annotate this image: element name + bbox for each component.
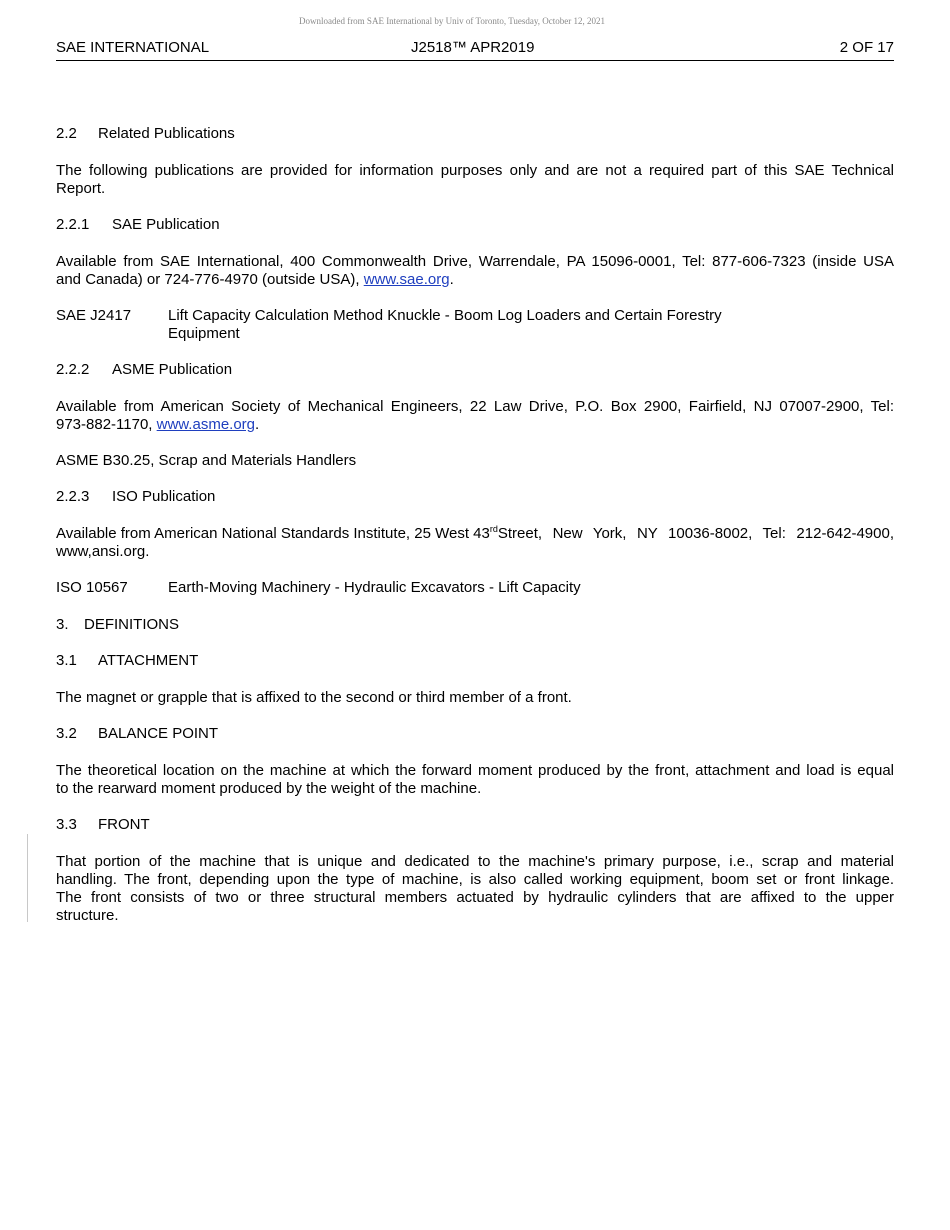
paragraph-line: Available from SAE International, 400 Commonwealth Drive, Warrendale, PA 15096-0001, Tel: 877-606-7323 (inside USA bbox=[56, 253, 894, 270]
header-publisher: SAE INTERNATIONAL bbox=[56, 39, 210, 56]
paragraph-line: structure. bbox=[56, 907, 119, 924]
reference-title: Lift Capacity Calculation Method Knuckle - Boom Log Loaders and Certain Forestry bbox=[168, 307, 722, 324]
heading-2-2-1 bbox=[56, 216, 894, 234]
text-run: . bbox=[449, 271, 454, 288]
heading-number: 2.2.3 bbox=[56, 488, 90, 505]
paragraph-line: The following publications are provided for information purposes only and are not a required part of this SAE Technical bbox=[56, 162, 894, 179]
paragraph-line: The theoretical location on the machine at which the forward moment produced by the front, attachment and load is equal bbox=[56, 762, 894, 779]
reference-title: Equipment bbox=[168, 325, 240, 342]
heading-number: 3.1 bbox=[56, 652, 77, 669]
heading-3-2 bbox=[56, 725, 894, 743]
text-run: Available from American National Standards Institute, 25 West 43 bbox=[56, 525, 490, 542]
change-bar bbox=[27, 834, 28, 922]
reference-code: ISO 10567 bbox=[56, 579, 128, 596]
text-run: 973-882-1170, bbox=[56, 416, 157, 433]
paragraph-line: handling. The front, depending upon the type of machine, is also called working equipment, boom set or front linkage. bbox=[56, 871, 894, 888]
text-run: Street, New York, NY 10036-8002, Tel: 212-642-4900, bbox=[497, 525, 894, 542]
sae-website-link[interactable]: www.sae.org bbox=[363, 271, 450, 288]
paragraph-line bbox=[56, 416, 894, 434]
text-run: and Canada) or 724-776-4970 (outside USA), bbox=[56, 271, 364, 288]
heading-2-2 bbox=[56, 125, 894, 143]
paragraph-line: That portion of the machine that is unique and dedicated to the machine's primary purpose, i.e., scrap and material bbox=[56, 853, 894, 870]
reference-code: SAE J2417 bbox=[56, 307, 132, 324]
heading-title: SAE Publication bbox=[112, 216, 220, 233]
heading-3 bbox=[56, 616, 894, 634]
text-run: . bbox=[255, 416, 260, 433]
heading-title: DEFINITIONS bbox=[84, 616, 180, 633]
page-header bbox=[56, 38, 894, 61]
heading-3-1 bbox=[56, 652, 894, 670]
paragraph-line bbox=[56, 525, 894, 543]
paragraph-line: www,ansi.org. bbox=[56, 543, 150, 560]
header-page-number: 2 OF 17 bbox=[839, 39, 894, 56]
heading-2-2-3 bbox=[56, 488, 894, 506]
paragraph-line: The magnet or grapple that is affixed to the second or third member of a front. bbox=[56, 689, 572, 706]
paragraph-line: Report. bbox=[56, 180, 106, 197]
ordinal-suffix: rd bbox=[489, 524, 498, 534]
reference-entry: ASME B30.25, Scrap and Materials Handlers bbox=[56, 452, 357, 469]
text-run bbox=[56, 525, 498, 543]
reference-title: Earth-Moving Machinery - Hydraulic Excavators - Lift Capacity bbox=[168, 579, 581, 596]
heading-title: BALANCE POINT bbox=[98, 725, 219, 742]
heading-number: 2.2 bbox=[56, 125, 77, 142]
asme-website-link[interactable]: www.asme.org bbox=[156, 416, 256, 433]
download-watermark: Downloaded from SAE International by Univ of Toronto, Tuesday, October 12, 2021 bbox=[298, 16, 606, 26]
heading-2-2-2 bbox=[56, 361, 894, 379]
paragraph-line: to the rearward moment produced by the weight of the machine. bbox=[56, 780, 482, 797]
heading-title: Related Publications bbox=[98, 125, 235, 142]
heading-number: 3. bbox=[56, 616, 69, 633]
heading-number: 2.2.1 bbox=[56, 216, 90, 233]
header-document-id: J2518™ APR2019 bbox=[411, 39, 535, 56]
heading-title: FRONT bbox=[98, 816, 150, 833]
paragraph-line bbox=[56, 271, 894, 289]
paragraph-line: Available from American Society of Mechanical Engineers, 22 Law Drive, P.O. Box 2900, Fairfield, NJ 07007-2900, Tel: bbox=[56, 398, 894, 415]
heading-number: 3.3 bbox=[56, 816, 77, 833]
heading-title: ASME Publication bbox=[112, 361, 233, 378]
heading-title: ISO Publication bbox=[112, 488, 216, 505]
heading-number: 3.2 bbox=[56, 725, 77, 742]
paragraph-line: The front consists of two or three structural members actuated by hydraulic cylinders that are affixed to the upper bbox=[56, 889, 894, 906]
heading-number: 2.2.2 bbox=[56, 361, 90, 378]
heading-3-3 bbox=[56, 816, 894, 834]
heading-title: ATTACHMENT bbox=[98, 652, 199, 669]
